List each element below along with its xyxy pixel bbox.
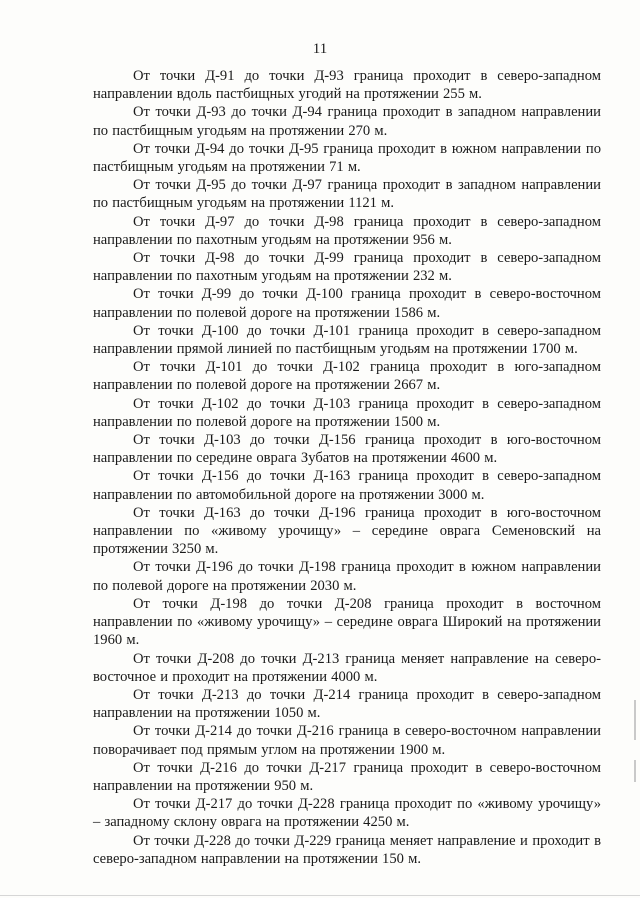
paragraph: От точки Д-98 до точки Д-99 граница проходит в северо-западном направлении по пахотным угодьям на протяжении 232 м. [93, 250, 601, 285]
paragraph: От точки Д-99 до точки Д-100 граница проходит в северо-восточном направлении по полевой дороге на протяжении 1586 м. [93, 286, 601, 321]
scan-bottom-edge [0, 895, 640, 896]
paragraph: От точки Д-93 до точки Д-94 граница проходит в западном направлении по пастбищным угодьям на протяжении 270 м. [93, 104, 601, 139]
paragraph: От точки Д-103 до точки Д-156 граница проходит в юго-восточном направлении по середине оврага Зубатов на протяжении 4600 м. [93, 432, 601, 467]
paragraph: От точки Д-101 до точки Д-102 граница проходит в юго-западном направлении по полевой дороге на протяжении 2667 м. [93, 359, 601, 394]
paragraph: От точки Д-102 до точки Д-103 граница проходит в северо-западном направлении по полевой дороге на протяжении 1500 м. [93, 395, 601, 430]
paragraph: От точки Д-198 до точки Д-208 граница проходит в восточном направлении по «живому урочищу» – середине оврага Широкий на протяжении 1960 м. [93, 595, 601, 649]
scan-edge-mark [634, 700, 636, 740]
boundary-description-text [93, 67, 601, 868]
paragraph: От точки Д-213 до точки Д-214 граница проходит в северо-западном направлении на протяжении 1050 м. [93, 686, 601, 722]
paragraph: От точки Д-91 до точки Д-93 граница проходит в северо-западном направлении вдоль пастбищных угодий на протяжении 255 м. [93, 68, 601, 103]
page-number: 11 [312, 41, 328, 57]
scan-edge-mark [634, 760, 636, 782]
paragraph: От точки Д-156 до точки Д-163 граница проходит в северо-западном направлении по автомобильной дороге на протяжении 3000 м. [93, 468, 601, 503]
paragraph: От точки Д-94 до точки Д-95 граница проходит в южном направлении по пастбищным угодьям на протяжении 71 м. [93, 140, 601, 176]
paragraph: От точки Д-95 до точки Д-97 граница проходит в западном направлении по пастбищным угодьям на протяжении 1121 м. [93, 177, 601, 212]
paragraph: От точки Д-196 до точки Д-198 граница проходит в южном направлении по полевой дороге на протяжении 2030 м. [93, 559, 601, 594]
paragraph: От точки Д-163 до точки Д-196 граница проходит в юго-восточном направлении по «живому урочищу» – середине оврага Семеновский на протяжении 3250 м. [93, 504, 601, 558]
paragraph: От точки Д-208 до точки Д-213 граница меняет направление на северо-восточное и проходит на протяжении 4000 м. [93, 650, 601, 685]
paragraph: От точки Д-228 до точки Д-229 граница меняет направление и проходит в северо-западном направлении на протяжении 150 м. [93, 832, 601, 867]
paragraph: От точки Д-216 до точки Д-217 граница проходит в северо-восточном направлении на протяжении 950 м. [93, 759, 601, 794]
paragraph: От точки Д-214 до точки Д-216 граница в северо-восточном направлении поворачивает под прямым углом на протяжении 1900 м. [93, 723, 601, 758]
paragraph: От точки Д-217 до точки Д-228 граница проходит по «живому урочищу» – западному склону оврага на протяжении 4250 м. [93, 796, 601, 831]
paragraph: От точки Д-100 до точки Д-101 граница проходит в северо-западном направлении прямой линией по пастбищным угодьям на протяжении 1700 м. [93, 322, 601, 358]
paragraph: От точки Д-97 до точки Д-98 граница проходит в северо-западном направлении по пахотным угодьям на протяжении 956 м. [93, 213, 601, 248]
